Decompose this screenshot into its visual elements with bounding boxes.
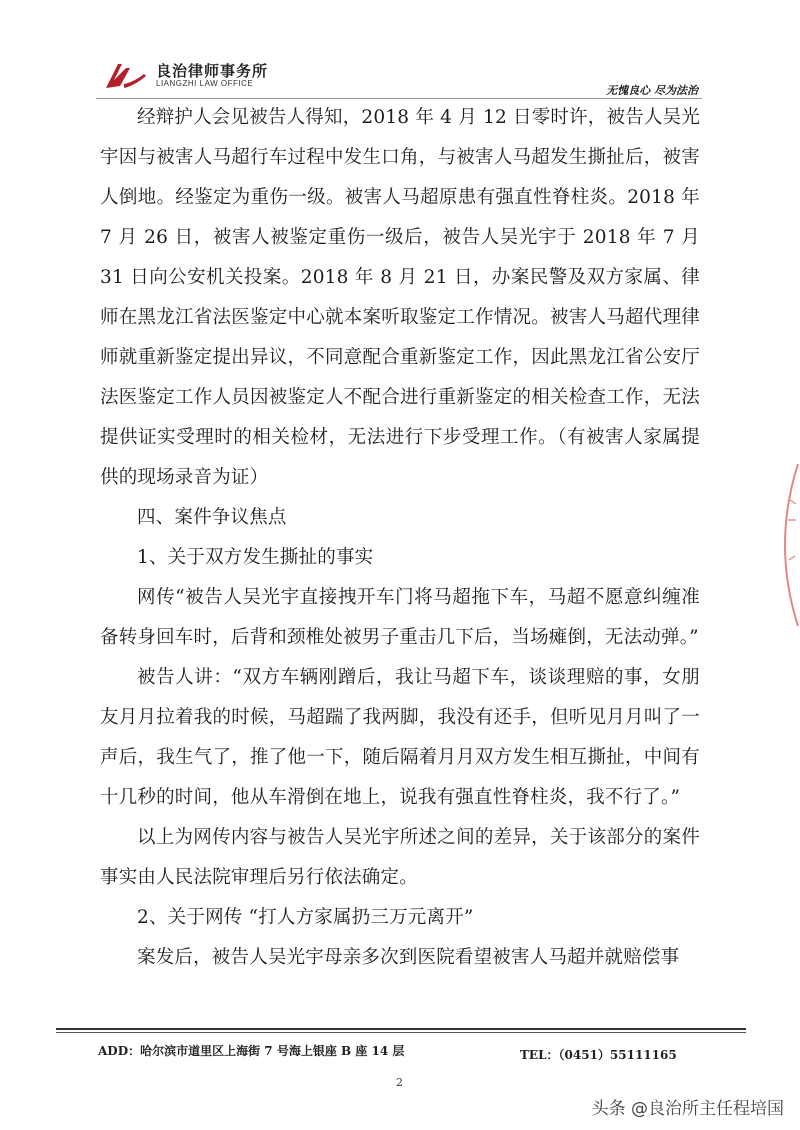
- footer-address: ADD：哈尔滨市道里区上海街 7 号海上银座 B 座 14 层: [98, 1044, 405, 1058]
- footer-divider-thick: [56, 1028, 746, 1030]
- seal-stamp-edge-icon: [768, 460, 800, 630]
- paragraph-difference-note: 以上为网传内容与被告人吴光宇所述之间的差异，关于该部分的案件事实由人民法院审理后另行依法确定。: [100, 827, 700, 888]
- page-number: 2: [396, 1076, 403, 1089]
- source-watermark: 头条 @良治所主任程培国: [591, 1099, 784, 1119]
- section-heading-dispute: 四、案件争议焦点: [137, 507, 287, 528]
- firm-logo-icon: [104, 58, 148, 92]
- document-body: [100, 98, 700, 978]
- firm-name-cn: 良治律师事务所: [156, 62, 269, 80]
- paragraph-defendant-account: 被告人讲：“双方车辆刚蹭后，我让马超下车，谈谈理赔的事，女朋友月月拉着我的时候，马超踹了我两脚，我没有还手，但听见月月叫了一声后，我生气了，推了他一下，随后隔着月月双方发生相互撕扯，中间有十几秒的时间，他从车滑倒在地上，说我有强直性脊柱炎，我不行了。”: [100, 667, 700, 808]
- paragraph-online-claim: 网传“被告人吴光宇直接拽开车门将马超拖下车，马超不愿意纠缠准备转身回车时，后背和颈椎处被男子重击几下后，当场瘫倒，无法动弹。”: [100, 587, 700, 648]
- footer-telephone: TEL：（0451）55111165: [520, 1048, 677, 1062]
- footer-divider-thin: [56, 1032, 746, 1033]
- subheading-scuffle-facts: 1、关于双方发生撕扯的事实: [137, 547, 374, 568]
- subheading-money-claim: 2、关于网传 “打人方家属扔三万元离开”: [137, 907, 474, 928]
- paragraph-after-incident: 案发后，被告人吴光宇母亲多次到医院看望被害人马超并就赔偿事: [137, 947, 680, 968]
- letterhead: [96, 52, 702, 96]
- paragraph-defense-statement: 经辩护人会见被告人得知，2018 年 4 月 12 日零时许，被告人吴光宇因与被害人马超行车过程中发生口角，与被害人马超发生撕扯后，被害人倒地。经鉴定为重伤一级。被害人马超原患有强直性脊柱炎。2018 年 7 月 26 日，被害人被鉴定重伤一级后，被告人吴光宇于 2018 年 7 月 31 日向公安机关投案。2018 年 8 月 21 日，办案民警及双方家属、律师在黑龙江省法医鉴定中心就本案听取鉴定工作情况。被害人马超代理律师就重新鉴定提出异议，不同意配合重新鉴定工作，因此黑龙江省公安厅法医鉴定工作人员因被鉴定人不配合进行重新鉴定的相关检查工作，无法提供证实受理时的相关检材，无法进行下步受理工作。（有被害人家属提供的现场录音为证）: [100, 107, 700, 488]
- firm-name-en: LIANGZHI LAW OFFICE: [156, 79, 254, 88]
- firm-motto: 无愧良心 尽为法治: [606, 84, 698, 97]
